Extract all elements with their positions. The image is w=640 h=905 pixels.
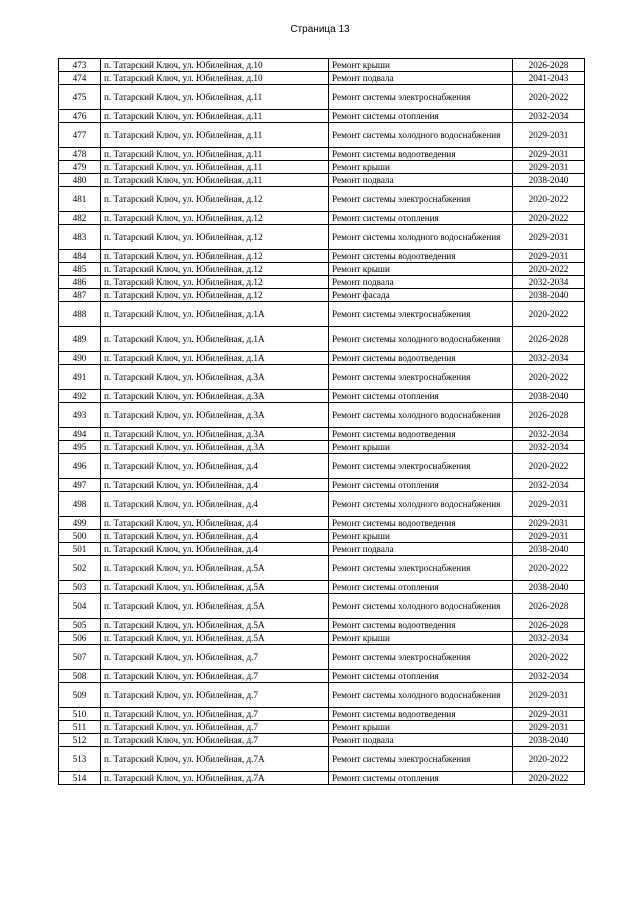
work-type-cell: Ремонт подвала — [329, 276, 513, 289]
period-cell: 2038-2040 — [513, 581, 585, 594]
repair-schedule-table — [58, 58, 585, 785]
table-row — [59, 327, 585, 352]
row-number-cell: 509 — [59, 683, 101, 708]
table-row — [59, 161, 585, 174]
period-cell: 2032-2034 — [513, 670, 585, 683]
table-row — [59, 225, 585, 250]
address-cell: п. Татарский Ключ, ул. Юбилейная, д.12 — [101, 276, 329, 289]
work-type-cell: Ремонт системы водоотведения — [329, 619, 513, 632]
address-cell: п. Татарский Ключ, ул. Юбилейная, д.4 — [101, 479, 329, 492]
period-cell: 2020-2022 — [513, 772, 585, 785]
period-cell: 2032-2034 — [513, 632, 585, 645]
work-type-cell: Ремонт системы электроснабжения — [329, 556, 513, 581]
table-row — [59, 619, 585, 632]
period-cell: 2029-2031 — [513, 161, 585, 174]
work-type-cell: Ремонт системы холодного водоснабжения — [329, 327, 513, 352]
work-type-cell: Ремонт системы отопления — [329, 390, 513, 403]
work-type-cell: Ремонт системы электроснабжения — [329, 747, 513, 772]
row-number-cell: 495 — [59, 441, 101, 454]
period-cell: 2032-2034 — [513, 441, 585, 454]
address-cell: п. Татарский Ключ, ул. Юбилейная, д.7 — [101, 708, 329, 721]
row-number-cell: 483 — [59, 225, 101, 250]
period-cell: 2020-2022 — [513, 645, 585, 670]
address-cell: п. Татарский Ключ, ул. Юбилейная, д.11 — [101, 161, 329, 174]
work-type-cell: Ремонт системы отопления — [329, 110, 513, 123]
row-number-cell: 480 — [59, 174, 101, 187]
row-number-cell: 499 — [59, 517, 101, 530]
work-type-cell: Ремонт системы электроснабжения — [329, 645, 513, 670]
row-number-cell: 505 — [59, 619, 101, 632]
period-cell: 2032-2034 — [513, 428, 585, 441]
period-cell: 2020-2022 — [513, 556, 585, 581]
period-cell: 2038-2040 — [513, 543, 585, 556]
address-cell: п. Татарский Ключ, ул. Юбилейная, д.7 — [101, 734, 329, 747]
row-number-cell: 491 — [59, 365, 101, 390]
period-cell: 2026-2028 — [513, 59, 585, 72]
address-cell: п. Татарский Ключ, ул. Юбилейная, д.3А — [101, 365, 329, 390]
period-cell: 2038-2040 — [513, 390, 585, 403]
period-cell: 2032-2034 — [513, 479, 585, 492]
address-cell: п. Татарский Ключ, ул. Юбилейная, д.3А — [101, 403, 329, 428]
row-number-cell: 478 — [59, 148, 101, 161]
address-cell: п. Татарский Ключ, ул. Юбилейная, д.11 — [101, 174, 329, 187]
period-cell: 2029-2031 — [513, 517, 585, 530]
row-number-cell: 514 — [59, 772, 101, 785]
period-cell: 2029-2031 — [513, 721, 585, 734]
address-cell: п. Татарский Ключ, ул. Юбилейная, д.1А — [101, 327, 329, 352]
period-cell: 2032-2034 — [513, 352, 585, 365]
work-type-cell: Ремонт подвала — [329, 543, 513, 556]
work-type-cell: Ремонт фасада — [329, 289, 513, 302]
address-cell: п. Татарский Ключ, ул. Юбилейная, д.4 — [101, 517, 329, 530]
row-number-cell: 508 — [59, 670, 101, 683]
address-cell: п. Татарский Ключ, ул. Юбилейная, д.1А — [101, 352, 329, 365]
row-number-cell: 498 — [59, 492, 101, 517]
table-row — [59, 365, 585, 390]
table-row — [59, 352, 585, 365]
work-type-cell: Ремонт системы отопления — [329, 479, 513, 492]
table-row — [59, 543, 585, 556]
address-cell: п. Татарский Ключ, ул. Юбилейная, д.7А — [101, 772, 329, 785]
address-cell: п. Татарский Ключ, ул. Юбилейная, д.7 — [101, 670, 329, 683]
table-row — [59, 772, 585, 785]
work-type-cell: Ремонт системы электроснабжения — [329, 454, 513, 479]
row-number-cell: 481 — [59, 187, 101, 212]
page-number-header: Страница 13 — [290, 24, 350, 35]
row-number-cell: 501 — [59, 543, 101, 556]
row-number-cell: 510 — [59, 708, 101, 721]
table-row — [59, 683, 585, 708]
row-number-cell: 494 — [59, 428, 101, 441]
row-number-cell: 475 — [59, 85, 101, 110]
address-cell: п. Татарский Ключ, ул. Юбилейная, д.11 — [101, 123, 329, 148]
work-type-cell: Ремонт системы водоотведения — [329, 708, 513, 721]
row-number-cell: 513 — [59, 747, 101, 772]
period-cell: 2026-2028 — [513, 619, 585, 632]
row-number-cell: 476 — [59, 110, 101, 123]
table-row — [59, 530, 585, 543]
table-row — [59, 747, 585, 772]
work-type-cell: Ремонт подвала — [329, 72, 513, 85]
address-cell: п. Татарский Ключ, ул. Юбилейная, д.12 — [101, 263, 329, 276]
row-number-cell: 488 — [59, 302, 101, 327]
address-cell: п. Татарский Ключ, ул. Юбилейная, д.12 — [101, 289, 329, 302]
table-row — [59, 479, 585, 492]
table-row — [59, 263, 585, 276]
table-row — [59, 59, 585, 72]
table-row — [59, 581, 585, 594]
period-cell: 2020-2022 — [513, 365, 585, 390]
address-cell: п. Татарский Ключ, ул. Юбилейная, д.10 — [101, 72, 329, 85]
row-number-cell: 497 — [59, 479, 101, 492]
work-type-cell: Ремонт системы холодного водоснабжения — [329, 683, 513, 708]
period-cell: 2029-2031 — [513, 492, 585, 517]
work-type-cell: Ремонт крыши — [329, 59, 513, 72]
period-cell: 2029-2031 — [513, 225, 585, 250]
row-number-cell: 484 — [59, 250, 101, 263]
row-number-cell: 496 — [59, 454, 101, 479]
address-cell: п. Татарский Ключ, ул. Юбилейная, д.3А — [101, 428, 329, 441]
work-type-cell: Ремонт крыши — [329, 721, 513, 734]
address-cell: п. Татарский Ключ, ул. Юбилейная, д.11 — [101, 85, 329, 110]
table-row — [59, 72, 585, 85]
table-row — [59, 187, 585, 212]
address-cell: п. Татарский Ключ, ул. Юбилейная, д.4 — [101, 492, 329, 517]
row-number-cell: 489 — [59, 327, 101, 352]
period-cell: 2029-2031 — [513, 250, 585, 263]
table-row — [59, 302, 585, 327]
work-type-cell: Ремонт системы электроснабжения — [329, 365, 513, 390]
row-number-cell: 479 — [59, 161, 101, 174]
work-type-cell: Ремонт системы отопления — [329, 670, 513, 683]
table-row — [59, 556, 585, 581]
period-cell: 2020-2022 — [513, 747, 585, 772]
row-number-cell: 503 — [59, 581, 101, 594]
row-number-cell: 486 — [59, 276, 101, 289]
work-type-cell: Ремонт крыши — [329, 441, 513, 454]
period-cell: 2032-2034 — [513, 276, 585, 289]
address-cell: п. Татарский Ключ, ул. Юбилейная, д.12 — [101, 225, 329, 250]
address-cell: п. Татарский Ключ, ул. Юбилейная, д.3А — [101, 390, 329, 403]
address-cell: п. Татарский Ключ, ул. Юбилейная, д.11 — [101, 148, 329, 161]
period-cell: 2038-2040 — [513, 289, 585, 302]
table-row — [59, 454, 585, 479]
work-type-cell: Ремонт системы холодного водоснабжения — [329, 492, 513, 517]
row-number-cell: 474 — [59, 72, 101, 85]
period-cell: 2020-2022 — [513, 302, 585, 327]
row-number-cell: 473 — [59, 59, 101, 72]
address-cell: п. Татарский Ключ, ул. Юбилейная, д.4 — [101, 543, 329, 556]
period-cell: 2029-2031 — [513, 530, 585, 543]
period-cell: 2020-2022 — [513, 212, 585, 225]
address-cell: п. Татарский Ключ, ул. Юбилейная, д.5А — [101, 619, 329, 632]
table-row — [59, 250, 585, 263]
address-cell: п. Татарский Ключ, ул. Юбилейная, д.5А — [101, 594, 329, 619]
work-type-cell: Ремонт крыши — [329, 263, 513, 276]
table-row — [59, 734, 585, 747]
period-cell: 2026-2028 — [513, 594, 585, 619]
work-type-cell: Ремонт системы электроснабжения — [329, 302, 513, 327]
table-row — [59, 517, 585, 530]
address-cell: п. Татарский Ключ, ул. Юбилейная, д.7 — [101, 683, 329, 708]
address-cell: п. Татарский Ключ, ул. Юбилейная, д.7 — [101, 645, 329, 670]
work-type-cell: Ремонт крыши — [329, 632, 513, 645]
table-row — [59, 123, 585, 148]
table-row — [59, 441, 585, 454]
table-row — [59, 276, 585, 289]
work-type-cell: Ремонт системы электроснабжения — [329, 187, 513, 212]
address-cell: п. Татарский Ключ, ул. Юбилейная, д.5А — [101, 632, 329, 645]
work-type-cell: Ремонт системы холодного водоснабжения — [329, 403, 513, 428]
period-cell: 2038-2040 — [513, 174, 585, 187]
address-cell: п. Татарский Ключ, ул. Юбилейная, д.4 — [101, 530, 329, 543]
address-cell: п. Татарский Ключ, ул. Юбилейная, д.10 — [101, 59, 329, 72]
row-number-cell: 504 — [59, 594, 101, 619]
table-row — [59, 289, 585, 302]
table-row — [59, 721, 585, 734]
work-type-cell: Ремонт системы водоотведения — [329, 428, 513, 441]
address-cell: п. Татарский Ключ, ул. Юбилейная, д.5А — [101, 556, 329, 581]
period-cell: 2020-2022 — [513, 85, 585, 110]
period-cell: 2026-2028 — [513, 403, 585, 428]
period-cell: 2020-2022 — [513, 263, 585, 276]
work-type-cell: Ремонт системы водоотведения — [329, 352, 513, 365]
period-cell: 2020-2022 — [513, 454, 585, 479]
period-cell: 2038-2040 — [513, 734, 585, 747]
work-type-cell: Ремонт системы отопления — [329, 581, 513, 594]
work-type-cell: Ремонт системы электроснабжения — [329, 85, 513, 110]
work-type-cell: Ремонт подвала — [329, 174, 513, 187]
table-row — [59, 390, 585, 403]
table-row — [59, 645, 585, 670]
table-row — [59, 174, 585, 187]
row-number-cell: 482 — [59, 212, 101, 225]
period-cell: 2029-2031 — [513, 708, 585, 721]
work-type-cell: Ремонт системы водоотведения — [329, 250, 513, 263]
work-type-cell: Ремонт подвала — [329, 734, 513, 747]
work-type-cell: Ремонт системы холодного водоснабжения — [329, 123, 513, 148]
address-cell: п. Татарский Ключ, ул. Юбилейная, д.3А — [101, 441, 329, 454]
work-type-cell: Ремонт системы холодного водоснабжения — [329, 594, 513, 619]
work-type-cell: Ремонт системы водоотведения — [329, 517, 513, 530]
work-type-cell: Ремонт системы водоотведения — [329, 148, 513, 161]
table-row — [59, 212, 585, 225]
period-cell: 2041-2043 — [513, 72, 585, 85]
work-type-cell: Ремонт системы холодного водоснабжения — [329, 225, 513, 250]
work-type-cell: Ремонт системы отопления — [329, 212, 513, 225]
row-number-cell: 507 — [59, 645, 101, 670]
row-number-cell: 492 — [59, 390, 101, 403]
row-number-cell: 490 — [59, 352, 101, 365]
table-row — [59, 110, 585, 123]
row-number-cell: 511 — [59, 721, 101, 734]
row-number-cell: 512 — [59, 734, 101, 747]
address-cell: п. Татарский Ключ, ул. Юбилейная, д.7А — [101, 747, 329, 772]
address-cell: п. Татарский Ключ, ул. Юбилейная, д.12 — [101, 212, 329, 225]
table-row — [59, 594, 585, 619]
table-row — [59, 632, 585, 645]
address-cell: п. Татарский Ключ, ул. Юбилейная, д.4 — [101, 454, 329, 479]
row-number-cell: 506 — [59, 632, 101, 645]
row-number-cell: 485 — [59, 263, 101, 276]
table-row — [59, 428, 585, 441]
period-cell: 2029-2031 — [513, 683, 585, 708]
table-row — [59, 492, 585, 517]
work-type-cell: Ремонт крыши — [329, 530, 513, 543]
row-number-cell: 487 — [59, 289, 101, 302]
work-type-cell: Ремонт крыши — [329, 161, 513, 174]
row-number-cell: 493 — [59, 403, 101, 428]
period-cell: 2032-2034 — [513, 110, 585, 123]
address-cell: п. Татарский Ключ, ул. Юбилейная, д.1А — [101, 302, 329, 327]
address-cell: п. Татарский Ключ, ул. Юбилейная, д.11 — [101, 110, 329, 123]
address-cell: п. Татарский Ключ, ул. Юбилейная, д.12 — [101, 187, 329, 212]
row-number-cell: 477 — [59, 123, 101, 148]
table-row — [59, 670, 585, 683]
address-cell: п. Татарский Ключ, ул. Юбилейная, д.12 — [101, 250, 329, 263]
table-row — [59, 85, 585, 110]
address-cell: п. Татарский Ключ, ул. Юбилейная, д.5А — [101, 581, 329, 594]
period-cell: 2029-2031 — [513, 148, 585, 161]
repair-schedule-body — [59, 59, 585, 785]
period-cell: 2029-2031 — [513, 123, 585, 148]
row-number-cell: 502 — [59, 556, 101, 581]
table-row — [59, 708, 585, 721]
table-row — [59, 403, 585, 428]
period-cell: 2020-2022 — [513, 187, 585, 212]
table-row — [59, 148, 585, 161]
period-cell: 2026-2028 — [513, 327, 585, 352]
work-type-cell: Ремонт системы отопления — [329, 772, 513, 785]
address-cell: п. Татарский Ключ, ул. Юбилейная, д.7 — [101, 721, 329, 734]
row-number-cell: 500 — [59, 530, 101, 543]
